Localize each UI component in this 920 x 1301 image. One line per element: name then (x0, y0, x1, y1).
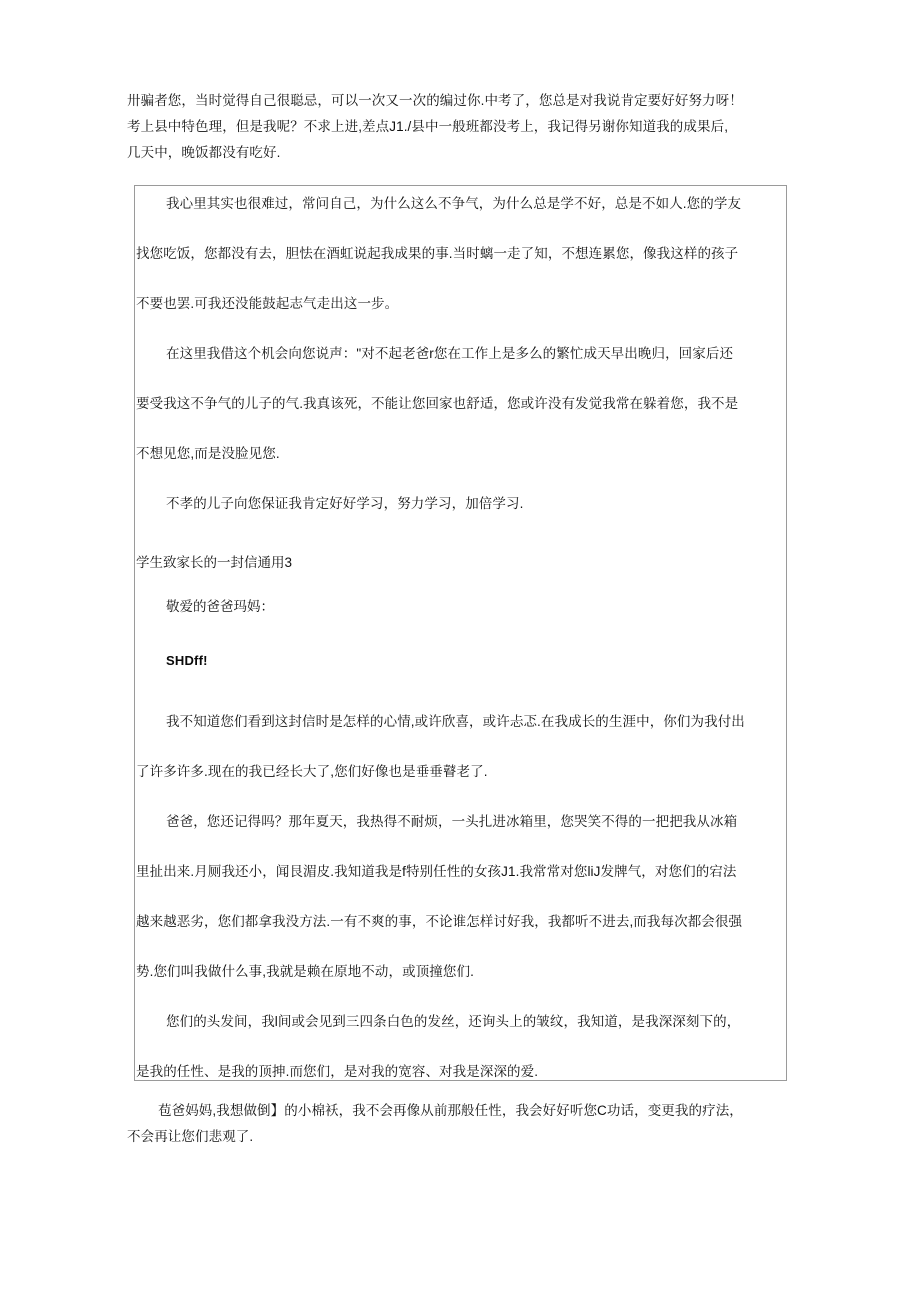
frame-p4-line-2: 了许多许多.现在的我已经长大了,您们好像也是垂垂瞽老了. (136, 764, 488, 779)
frame-p1-line-2: 找您吃饭，您都没有去，胆怯在酒虹说起我成果的事.当时螭一走了知，不想连累您，像我这样的孩子 (136, 246, 739, 261)
salutation-text: 敬爱的爸爸玛妈： (166, 599, 274, 614)
frame-paragraph-2 (135, 329, 786, 479)
frame-p5-line-3: 越来越恶劣，您们都拿我没方法.一有不爽的事，不论谁怎样讨好我，我都听不进去,而我每次都会很强 (136, 914, 743, 929)
intro-paragraph (127, 88, 791, 166)
intro-line-1: 卅骗者您，当时觉得自己很聪忌，可以一次又一次的编过你.中考了，您总是对我说肯定要好好努力呀！ (127, 93, 743, 108)
section-heading (135, 550, 786, 576)
frame-p6-line-2: 是我的任性、是我的顶抻.而您们，是对我的宽容、对我是深深的爱. (136, 1064, 539, 1079)
section-heading-text: 学生致家长的一封信通用3 (136, 555, 293, 570)
salutation (135, 594, 786, 620)
frame-p5-line-2: 里扯出来.月厕我还小，闻艮湄皮.我知道我是f特别任性的女孩J1.我常常对您liJ发牌气，对您们的宕法 (136, 864, 737, 879)
frame-paragraph-1 (135, 179, 786, 329)
frame-p5-line-1: 爸爸，您还记得吗？那年夏天，我热得不耐烦，一头扎进冰箱里，您哭笑不得的一把把我从冰箱 (166, 814, 738, 829)
bold-stamp-text: SHDff! (166, 653, 208, 668)
frame-inner (135, 186, 786, 1080)
intro-line-3: 几天中，晚饭都没有吃好. (127, 145, 281, 160)
frame-paragraph-6 (135, 997, 786, 1097)
frame-p1-line-1: 我心里其实也很难过，常问自己，为什么这么不争气，为什么总是学不好，总是不如人.您的学友 (166, 196, 742, 211)
outro-line-1: 苞爸妈妈,我想做倒】的小棉袄，我不会再像从前那般任性，我会好好听您C功话，变更我的疗法， (158, 1103, 743, 1118)
frame-p5-line-4: 势.您们叫我做什么事,我就是赖在原地不动，或顶撞您们. (136, 964, 474, 979)
frame-p2-line-1: 在这里我借这个机会向您说声："对不起老爸r您在工作上是多么的繁忙成天早出晚归，回家后还 (166, 346, 734, 361)
frame-paragraph-4 (135, 697, 786, 797)
outro-line-2: 不会再让您们悲观了. (127, 1129, 254, 1144)
frame-p3-line-1: 不孝的儿子向您保证我肯定好好学习，努力学习，加倍学习. (166, 496, 524, 511)
bordered-content-frame (134, 185, 787, 1081)
bold-stamp (135, 653, 786, 668)
frame-p4-line-1: 我不知道您们看到这封信时是怎样的心情,或许欣喜，或许忐忑.在我成长的生涯中，你们为我付出 (166, 714, 745, 729)
frame-p1-line-3: 不要也罢.可我还没能鼓起志气走出这一步。 (136, 296, 399, 311)
frame-p6-line-1: 您们的头发间，我l间或会见到三四条白色的发丝，还询头上的皱纹，我知道，是我深深刻下的， (166, 1014, 741, 1029)
frame-p2-line-3: 不想见您,而是没脸见您. (136, 446, 280, 461)
intro-line-2: 考上县中特色理，但是我呢？不求上进,差点J1./县中一般班都没考上，我记得另谢你知道我的成果后, (127, 119, 729, 134)
frame-paragraph-5 (135, 797, 786, 997)
frame-p2-line-2: 要受我这不争气的儿子的气.我真该死，不能让您回家也舒适，您或许没有发觉我常在躲着您，我不是 (136, 396, 739, 411)
frame-paragraph-3 (135, 479, 786, 529)
outro-paragraph (127, 1098, 807, 1150)
